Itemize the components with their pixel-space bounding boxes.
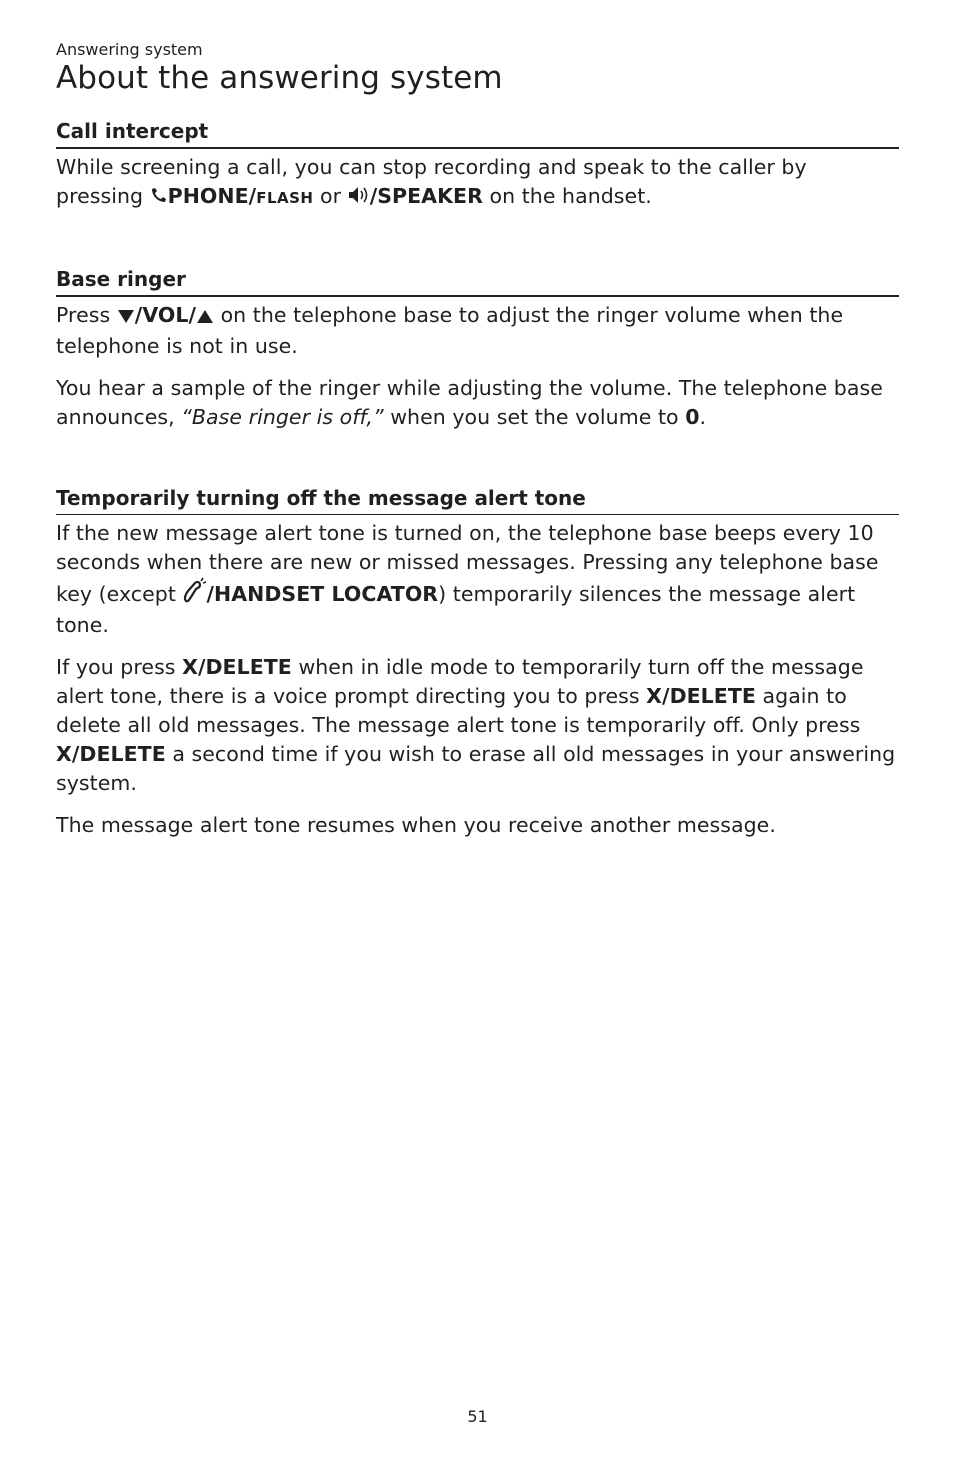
handset-locator-icon	[182, 577, 206, 611]
text: when in idle mode to temporarily turn off the message alert tone, there is a voice prompt directing you to press	[56, 655, 864, 708]
paragraph: The message alert tone resumes when you receive another message.	[56, 813, 776, 837]
text: Press	[56, 303, 117, 327]
text: ) temporarily silences the message alert tone.	[56, 582, 856, 637]
section-heading: Call intercept	[56, 119, 899, 149]
phone-key-label: PHONE/	[167, 184, 257, 208]
text: on the telephone base to adjust the ringer volume when the telephone is not in use.	[56, 303, 844, 358]
phone-icon	[150, 184, 168, 213]
volume-up-icon	[196, 303, 214, 332]
delete-key-label: X/DELETE	[56, 742, 166, 766]
section-base-ringer	[56, 267, 899, 432]
page-number: 51	[467, 1407, 488, 1426]
text: on the handset.	[482, 184, 652, 208]
paragraph	[56, 153, 899, 213]
vol-key-label: /VOL/	[134, 303, 197, 327]
section-alert-tone	[56, 486, 899, 840]
text: a second time if you wish to erase all old messages in your answering system.	[56, 742, 896, 795]
paragraph	[56, 653, 899, 798]
volume-down-icon	[117, 303, 135, 332]
section-heading: Base ringer	[56, 267, 899, 297]
section-heading: Temporarily turning off the message alert tone	[56, 486, 899, 515]
paragraph	[56, 374, 899, 432]
locator-key-label: /HANDSET LOCATOR	[206, 582, 439, 606]
page-title: About the answering system	[56, 60, 503, 96]
flash-key-label: FLASH	[256, 189, 314, 207]
text: If you press	[56, 655, 183, 679]
announcement-quote: “Base ringer is off,”	[181, 405, 384, 429]
breadcrumb: Answering system	[56, 40, 203, 59]
text: or	[313, 184, 348, 208]
delete-key-label: X/DELETE	[646, 684, 756, 708]
speaker-icon	[348, 184, 370, 213]
text: While screening a call, you can stop recording and speak to the caller by pressing	[56, 155, 807, 208]
volume-zero: 0	[685, 405, 700, 429]
paragraph	[56, 519, 899, 640]
section-call-intercept	[56, 119, 899, 213]
paragraph	[56, 301, 899, 361]
text: .	[699, 405, 707, 429]
text: when you set the volume to	[383, 405, 686, 429]
text: If the new message alert tone is turned on, the telephone base beeps every 10 seconds when there are new or missed messages. Pressing any telephone base key (except	[56, 521, 879, 606]
text: again to delete all old messages. The message alert tone is temporarily off. Only press	[56, 684, 861, 737]
text: You hear a sample of the ringer while adjusting the volume. The telephone base announces,	[56, 376, 883, 429]
delete-key-label: X/DELETE	[182, 655, 292, 679]
speaker-key-label: /SPEAKER	[369, 184, 483, 208]
